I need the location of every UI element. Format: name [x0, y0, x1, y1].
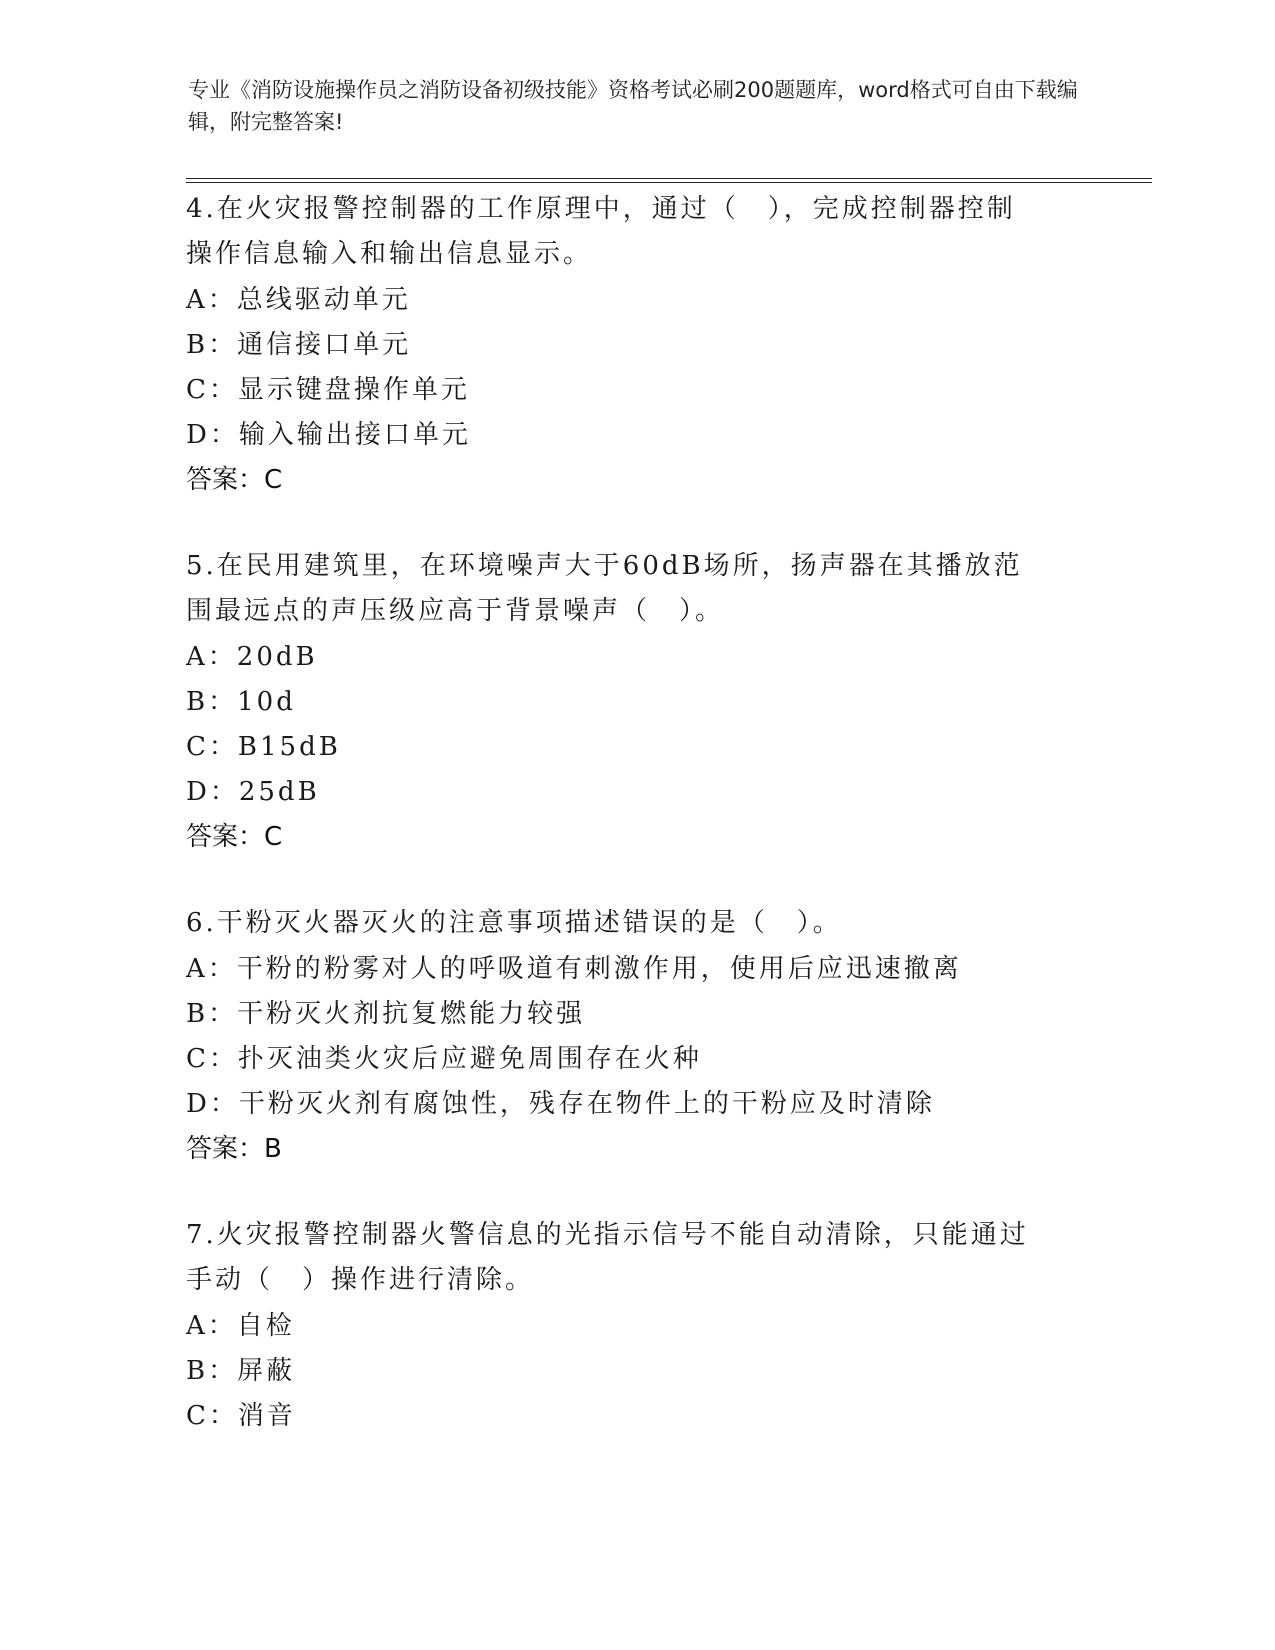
question-stem: 7.火灾报警控制器火警信息的光指示信号不能自动清除，只能通过手动（ ）操作进行清除。 [186, 1220, 1029, 1295]
question-option: C：B15dB [186, 732, 341, 762]
question-option: D：25dB [186, 777, 320, 807]
question-item [186, 901, 1106, 1172]
question-option: A：总线驱动单元 [186, 285, 411, 315]
question-option: C：扑灭油类火灾后应避免周围存在火种 [186, 1044, 702, 1074]
question-answer: 答案：C [186, 465, 283, 495]
question-option: D：输入输出接口单元 [186, 420, 471, 450]
question-item [186, 187, 1106, 503]
question-item [186, 544, 1106, 860]
document-header: 专业《消防设施操作员之消防设备初级技能》资格考试必刷200题题库，word格式可自由下载编辑，附完整答案! [188, 78, 1078, 134]
question-option: A：自检 [186, 1311, 295, 1341]
question-option: C：消音 [186, 1401, 296, 1431]
header-rule-top [186, 178, 1152, 179]
question-item [186, 1213, 1106, 1439]
question-stem: 6.干粉灭火器灭火的注意事项描述错误的是（ ）。 [186, 908, 842, 938]
question-option: B：通信接口单元 [186, 330, 412, 360]
question-option: B：干粉灭火剂抗复燃能力较强 [186, 999, 586, 1029]
question-stem: 4.在火灾报警控制器的工作原理中，通过（ ），完成控制器控制操作信息输入和输出信息显示。 [186, 194, 1016, 269]
question-answer: 答案：C [186, 822, 283, 852]
question-answer: 答案：B [186, 1134, 282, 1164]
question-stem: 5.在民用建筑里，在环境噪声大于60dB场所，扬声器在其播放范围最远点的声压级应高于背景噪声（ ）。 [186, 551, 1023, 626]
question-option: B：屏蔽 [186, 1356, 296, 1386]
question-list [186, 187, 1106, 1480]
question-option: C：显示键盘操作单元 [186, 375, 470, 405]
question-option: A：干粉的粉雾对人的呼吸道有刺激作用，使用后应迅速撤离 [186, 954, 962, 984]
question-option: B：10d [186, 687, 296, 717]
question-option: A：20dB [186, 642, 318, 672]
question-option: D：干粉灭火剂有腐蚀性，残存在物件上的干粉应及时清除 [186, 1089, 935, 1119]
header-rule-bottom [186, 182, 1152, 183]
